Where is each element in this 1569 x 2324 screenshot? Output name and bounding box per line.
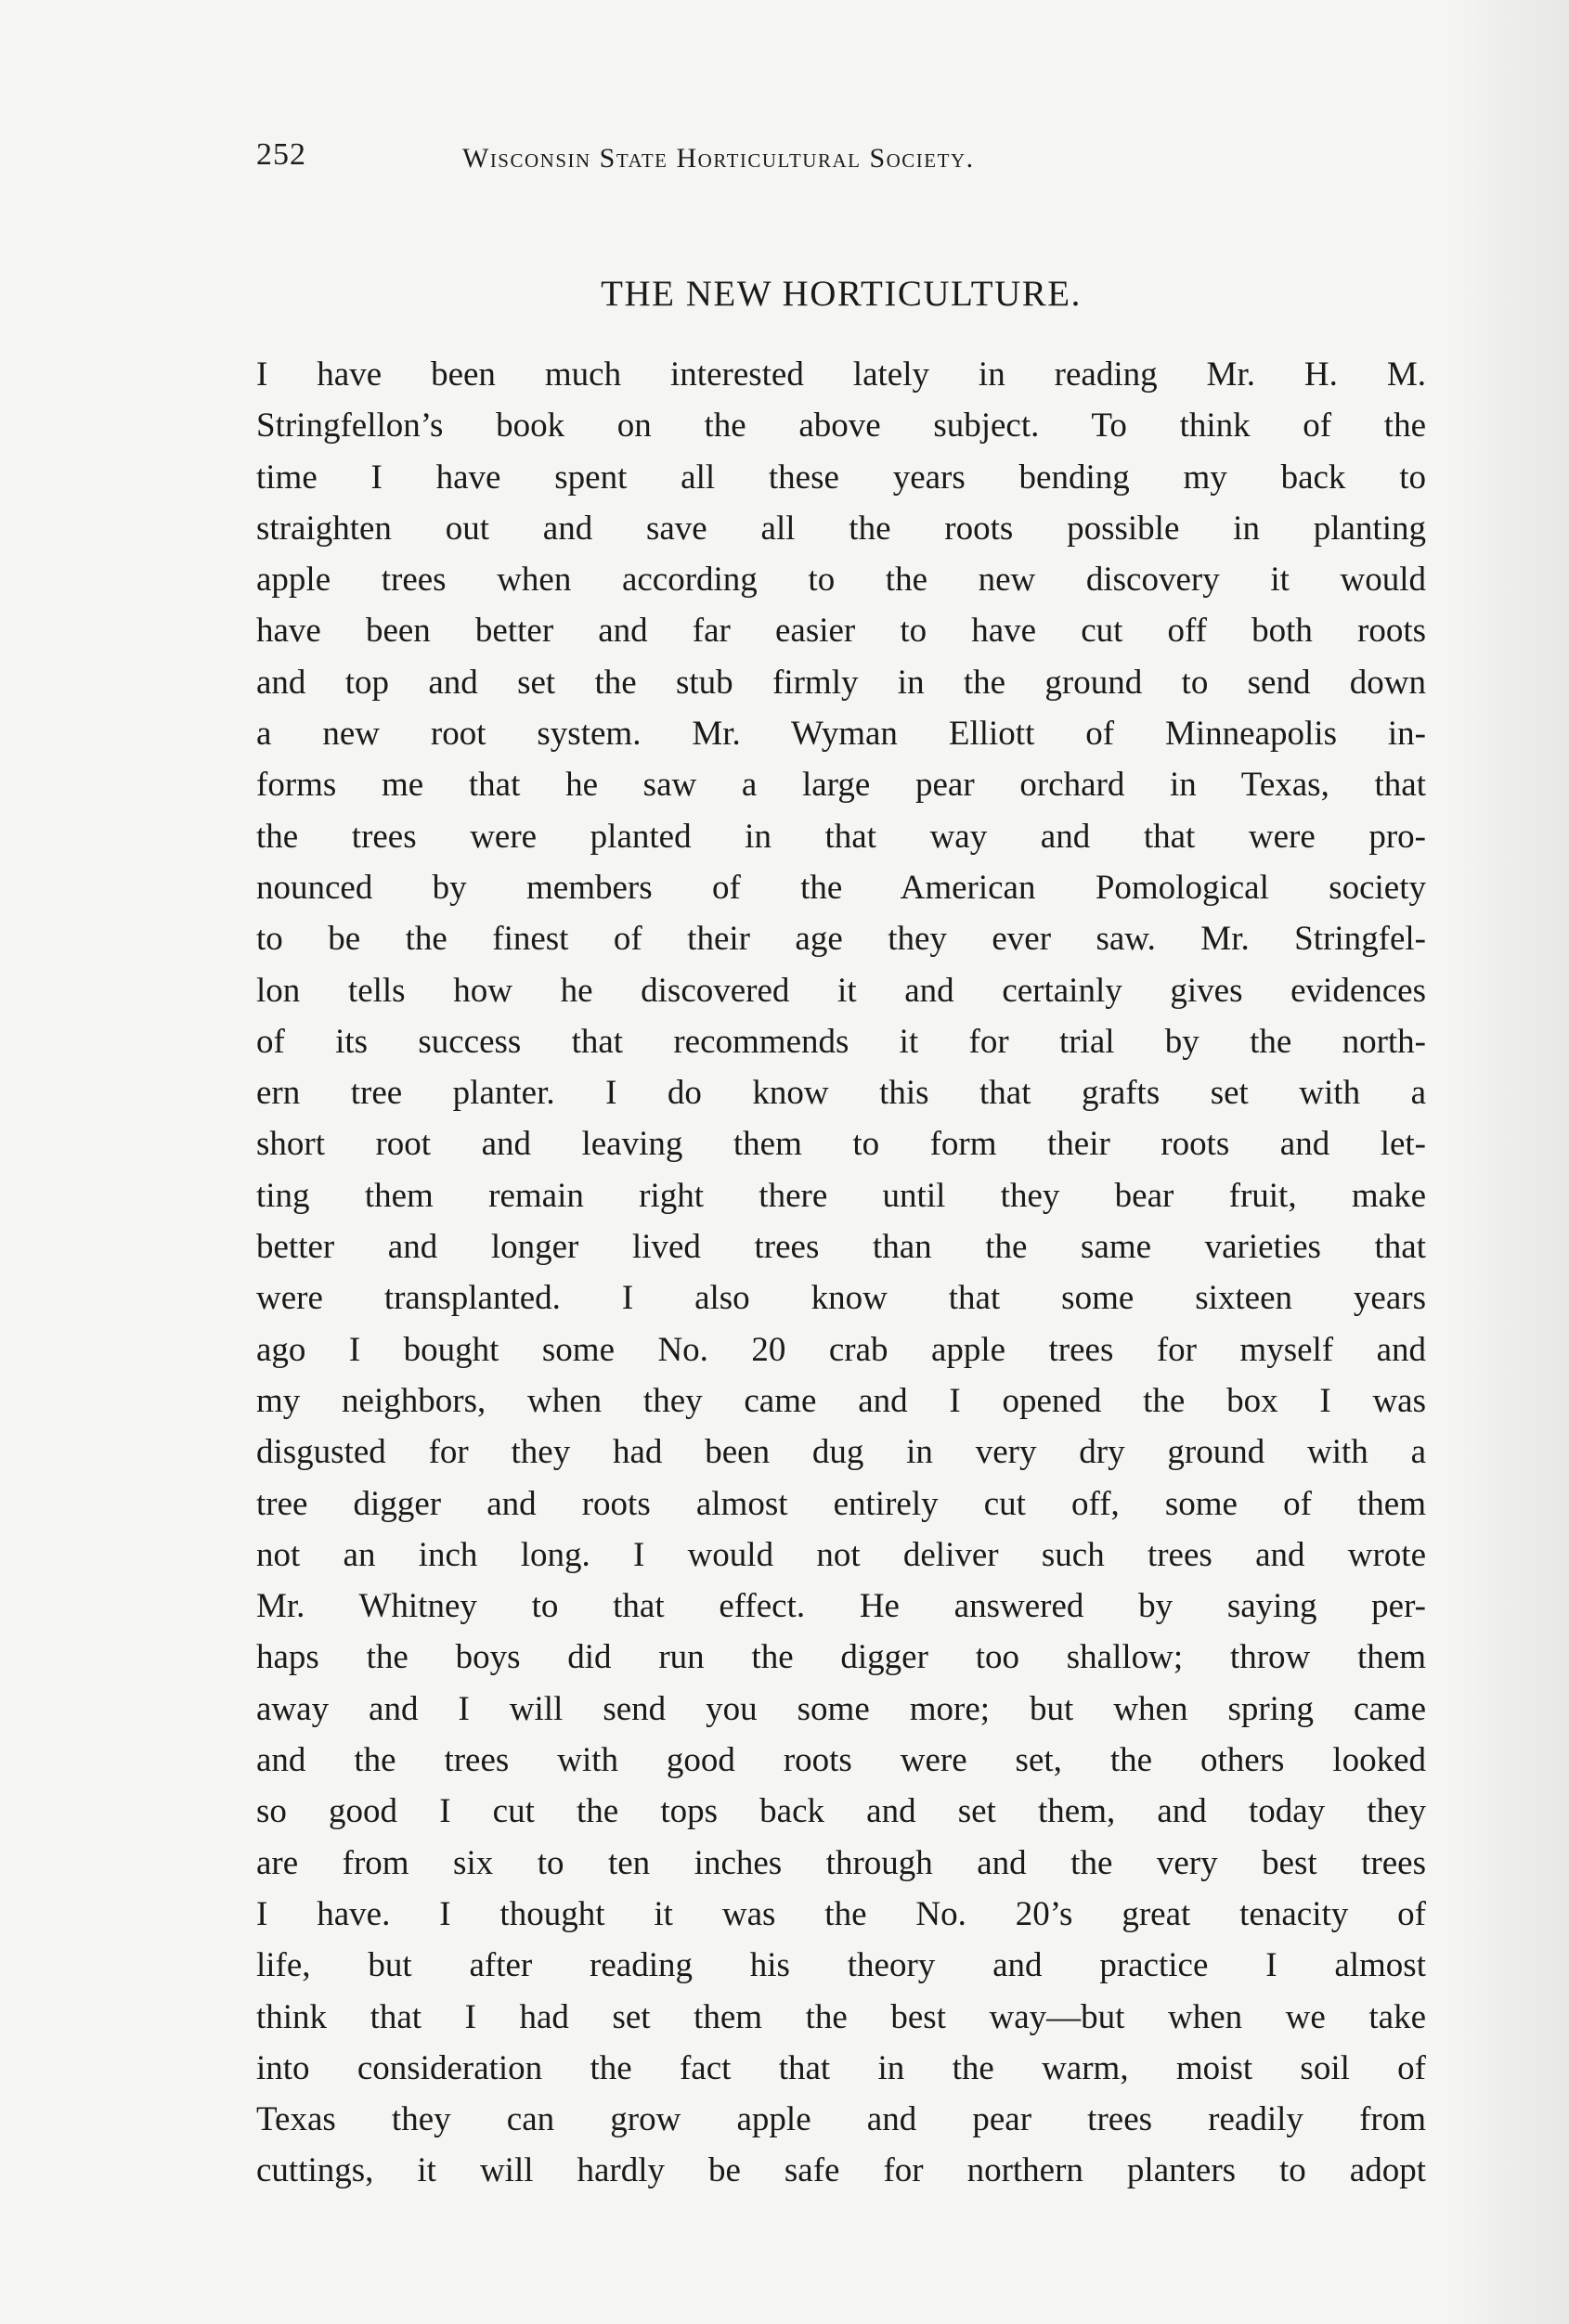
text-line: Mr. Whitney to that effect. He answered by saying per- — [256, 1587, 1426, 1626]
text-line: Stringfellon’s book on the above subject. To think of the — [256, 407, 1426, 445]
text-line: of its success that recommends it for trial by the north- — [256, 1022, 1426, 1061]
running-head — [256, 137, 1240, 189]
text-line: have been better and far easier to have cut off both roots — [256, 612, 1426, 651]
text-line: think that I had set them the best way—but when we take — [256, 1997, 1426, 2036]
text-line: straighten out and save all the roots possible in planting — [256, 509, 1426, 548]
text-line: disgusted for they had been dug in very dry ground with a — [256, 1433, 1426, 1472]
text-line: and top and set the stub firmly in the ground to send down — [256, 663, 1426, 702]
text-line: a new root system. Mr. Wyman Elliott of Minneapolis in- — [256, 715, 1426, 754]
text-line: lon tells how he discovered it and certainly gives evidences — [256, 971, 1426, 1010]
text-line: into consideration the fact that in the warm, moist soil of — [256, 2048, 1426, 2087]
text-line: ago I bought some No. 20 crab apple trees for myself and — [256, 1330, 1426, 1369]
text-line: away and I will send you some more; but when spring came — [256, 1689, 1426, 1728]
text-line: the trees were planted in that way and that were pro- — [256, 817, 1426, 856]
text-line: so good I cut the tops back and set them, and today they — [256, 1792, 1426, 1831]
text-line: cuttings, it will hardly be safe for northern planters to adopt — [256, 2151, 1426, 2190]
text-line: ern tree planter. I do know this that grafts set with a — [256, 1074, 1426, 1113]
text-line: time I have spent all these years bending my back to — [256, 458, 1426, 497]
journal-title: Wisconsin State Horticultural Society. — [462, 143, 975, 174]
text-line: short root and leaving them to form their roots and let- — [256, 1125, 1426, 1164]
text-line: not an inch long. I would not deliver such trees and wrote — [256, 1535, 1426, 1574]
text-line: tree digger and roots almost entirely cut off, some of them — [256, 1484, 1426, 1523]
text-line: apple trees when according to the new discovery it would — [256, 561, 1426, 600]
text-line: nounced by members of the American Pomological society — [256, 868, 1426, 907]
article-body — [256, 349, 1426, 2197]
text-line: my neighbors, when they came and I opened the box I was — [256, 1381, 1426, 1420]
text-line: life, but after reading his theory and practice I almost — [256, 1946, 1426, 1985]
text-line: I have. I thought it was the No. 20’s great tenacity of — [256, 1894, 1426, 1933]
text-line: I have been much interested lately in reading Mr. H. M. — [256, 355, 1426, 394]
page-edge-shadow — [1448, 0, 1569, 2324]
page-number: 252 — [256, 137, 306, 172]
text-line: to be the finest of their age they ever saw. Mr. Stringfel- — [256, 920, 1426, 959]
text-line: ting them remain right there until they bear fruit, make — [256, 1176, 1426, 1215]
text-line: haps the boys did run the digger too shallow; throw them — [256, 1638, 1426, 1677]
text-line: Texas they can grow apple and pear trees readily from — [256, 2100, 1426, 2139]
text-line: better and longer lived trees than the same varieties that — [256, 1228, 1426, 1267]
article-title: THE NEW HORTICULTURE. — [601, 274, 1082, 314]
text-line: and the trees with good roots were set, the others looked — [256, 1741, 1426, 1780]
text-line: are from six to ten inches through and the very best trees — [256, 1843, 1426, 1882]
text-line: were transplanted. I also know that some sixteen years — [256, 1279, 1426, 1318]
text-line: forms me that he saw a large pear orchard in Texas, that — [256, 766, 1426, 805]
